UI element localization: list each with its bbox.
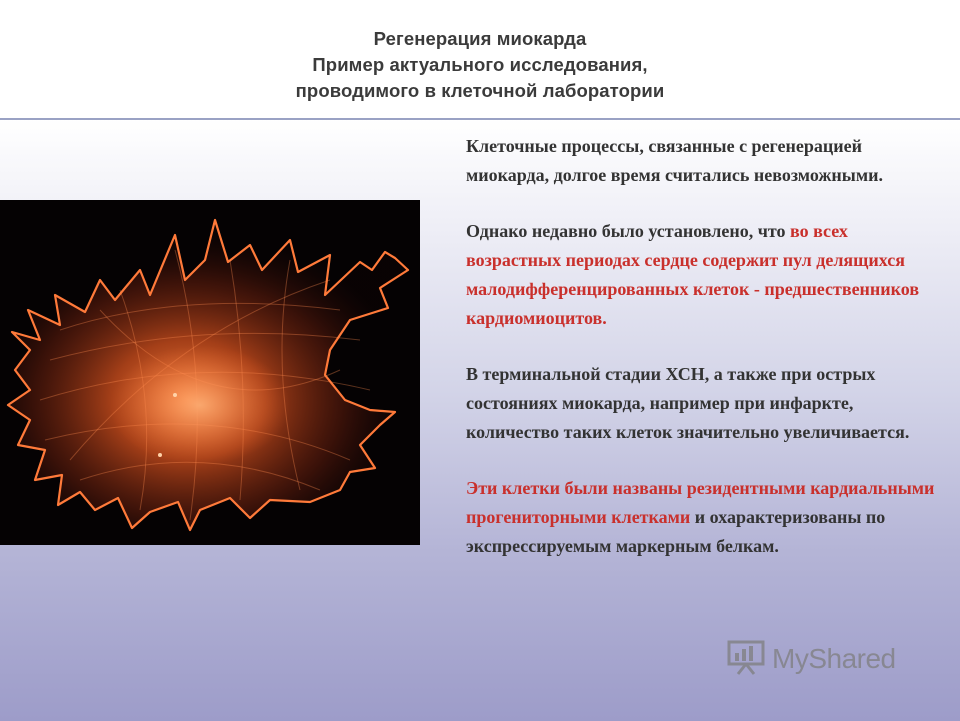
slide-title-line-1: Регенерация миокарда: [373, 28, 587, 49]
paragraph-4-highlight: Эти клетки были названы резидентными кардиальными прогениторными клетками: [466, 478, 935, 527]
watermark-text: MyShared: [772, 643, 896, 674]
paragraph-2-highlight: во всех возрастных периодах сердце содержит пул делящихся малодифференцированных клеток - предшественников кардиомиоцитов.: [466, 221, 920, 328]
myshared-watermark: [726, 636, 926, 682]
slide-body-text: [466, 132, 946, 588]
cardiac-cell-micrograph: [0, 200, 420, 545]
slide-header: [0, 0, 960, 118]
paragraph-3: В терминальной стадии ХСН, а также при острых состояниях миокарда, например при инфаркте, количество таких клеток значительно увеличивается.: [466, 364, 910, 442]
slide-title-line-3: проводимого в клеточной лаборатории: [295, 80, 665, 101]
paragraph-4: [466, 474, 946, 561]
paragraph-1: Клеточные процессы, связанные с регенерацией миокарда, долгое время считались невозможными.: [466, 136, 883, 185]
panel-divider: [0, 118, 960, 120]
slide-title-line-2: Пример актуального исследования,: [312, 54, 648, 75]
paragraph-4-text: и охарактеризованы по экспрессируемым маркерным белкам.: [466, 507, 886, 556]
presentation-board-icon: [726, 639, 766, 680]
paragraph-2-text: Однако недавно было установлено, что: [466, 221, 790, 241]
paragraph-2: [466, 217, 946, 333]
